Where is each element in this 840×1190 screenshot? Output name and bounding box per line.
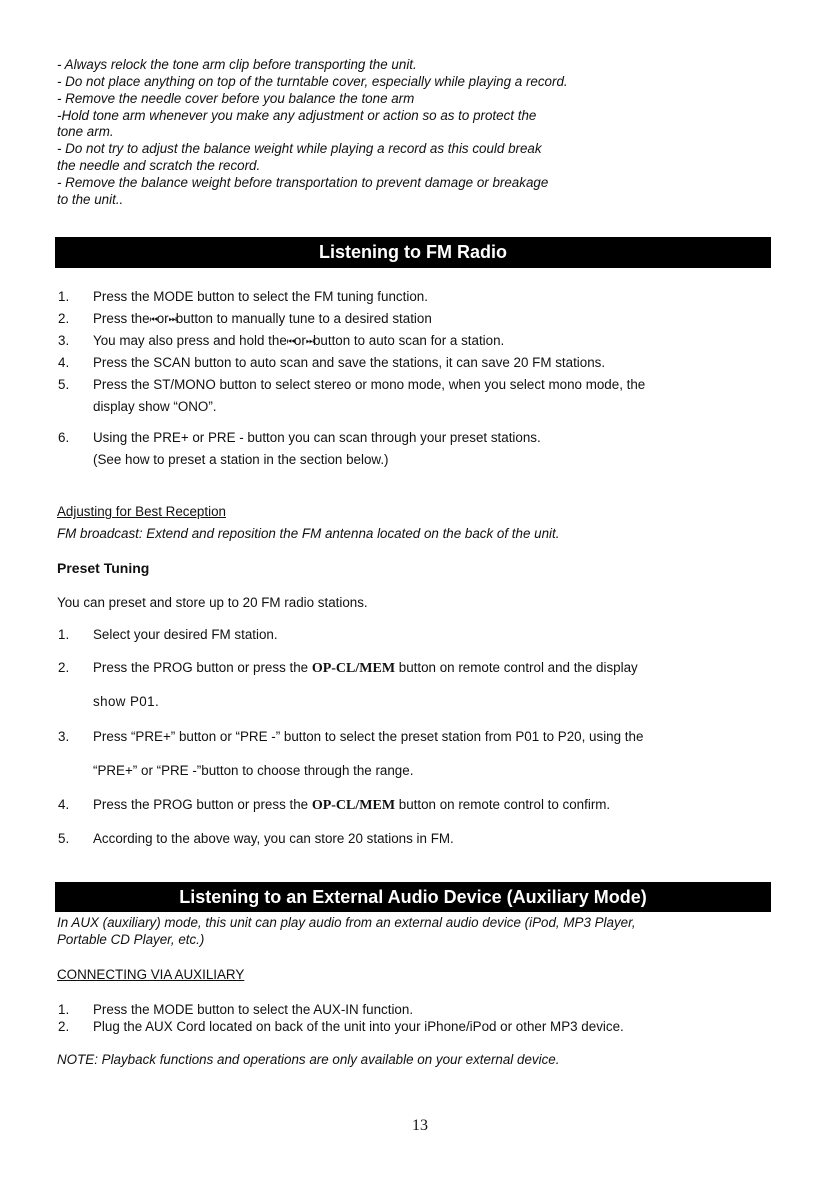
step-text-continued: display show “ONO”.: [93, 399, 217, 414]
preset-intro: You can preset and store up to 20 FM radio stations.: [57, 595, 368, 610]
step-number: 1.: [58, 1002, 70, 1017]
skip-forward-icon: ⏭: [305, 336, 313, 346]
precaution-line: to the unit..: [57, 192, 124, 207]
step-text: Select your desired FM station.: [93, 627, 278, 642]
step-text: According to the above way, you can store 20 stations in FM.: [93, 831, 454, 846]
step-number: 5.: [58, 377, 70, 392]
step-number: 3.: [58, 333, 70, 348]
precaution-line: -Hold tone arm whenever you make any adjustment or action so as to protect the: [57, 108, 537, 123]
precaution-line: - Always relock the tone arm clip before transporting the unit.: [57, 57, 417, 72]
or-text: or: [293, 333, 306, 348]
step-text-continued: show P01.: [93, 694, 160, 709]
step-text: Press the ST/MONO button to select stereo or mono mode, when you select mono mode, the: [93, 377, 646, 392]
step-number: 5.: [58, 831, 70, 846]
reception-heading: Adjusting for Best Reception: [57, 504, 226, 519]
step-text-post: button to auto scan for a station.: [312, 333, 505, 348]
step-number: 1.: [58, 627, 70, 642]
step-text: [93, 797, 610, 814]
step-text: Using the PRE+ or PRE - button you can scan through your preset stations.: [93, 430, 541, 445]
step-number: 6.: [58, 430, 70, 445]
step-number: 2.: [58, 1019, 70, 1034]
step-text: [93, 333, 504, 348]
skip-forward-icon: ⏭: [168, 314, 176, 324]
preset-heading: Preset Tuning: [57, 560, 150, 576]
step-number: 4.: [58, 355, 70, 370]
section-banner-fm: Listening to FM Radio: [55, 237, 771, 268]
precaution-line: the needle and scratch the record.: [57, 158, 261, 173]
reception-text: FM broadcast: Extend and reposition the FM antenna located on the back of the unit.: [57, 526, 560, 541]
aux-note: NOTE: Playback functions and operations are only available on your external device.: [57, 1052, 560, 1067]
step-number: 2.: [58, 311, 70, 326]
aux-intro-line: In AUX (auxiliary) mode, this unit can play audio from an external audio device (iPod, MP3 Player,: [57, 915, 636, 930]
precaution-line: - Do not try to adjust the balance weight while playing a record as this could break: [57, 141, 542, 156]
step-number: 4.: [58, 797, 70, 812]
step-text: [93, 311, 432, 326]
precaution-line: tone arm.: [57, 124, 114, 139]
step-text-pre: Press the PROG button or press the: [93, 797, 312, 812]
step-text-pre: Press the: [93, 311, 150, 326]
step-number: 2.: [58, 660, 70, 675]
mem-button-name: OP-CL/MEM: [311, 798, 396, 813]
step-text: Press the SCAN button to auto scan and save the stations, it can save 20 FM stations.: [93, 355, 606, 370]
step-text: [93, 660, 638, 677]
step-number: 1.: [58, 289, 70, 304]
skip-back-icon: ⏮: [286, 336, 294, 346]
step-number: 3.: [58, 729, 70, 744]
page-number: 13: [412, 1117, 428, 1134]
connect-heading: CONNECTING VIA AUXILIARY: [57, 967, 245, 982]
or-text: or: [156, 311, 169, 326]
section-banner-aux: Listening to an External Audio Device (Auxiliary Mode): [55, 882, 771, 912]
step-text: Press “PRE+” button or “PRE -” button to select the preset station from P01 to P20, using the: [93, 729, 644, 744]
skip-back-icon: ⏮: [149, 314, 157, 324]
step-text-continued: “PRE+” or “PRE -”button to choose through the range.: [93, 763, 414, 778]
step-text-pre: Press the PROG button or press the: [93, 660, 312, 675]
aux-intro-line: Portable CD Player, etc.): [57, 932, 205, 947]
step-text-post: button on remote control to confirm.: [395, 797, 611, 812]
step-text-post: button to manually tune to a desired station: [175, 311, 432, 326]
precaution-line: - Remove the balance weight before transportation to prevent damage or breakage: [57, 175, 549, 190]
step-text: Plug the AUX Cord located on back of the unit into your iPhone/iPod or other MP3 device.: [93, 1019, 624, 1034]
step-text-post: button on remote control and the display: [395, 660, 638, 675]
precaution-line: - Remove the needle cover before you balance the tone arm: [57, 91, 415, 106]
step-text-pre: You may also press and hold the: [93, 333, 287, 348]
step-text: Press the MODE button to select the FM tuning function.: [93, 289, 428, 304]
step-text-continued: (See how to preset a station in the section below.): [93, 452, 389, 467]
precaution-line: - Do not place anything on top of the turntable cover, especially while playing a record.: [57, 74, 568, 89]
mem-button-name: OP-CL/MEM: [311, 661, 396, 676]
step-text: Press the MODE button to select the AUX-IN function.: [93, 1002, 414, 1017]
